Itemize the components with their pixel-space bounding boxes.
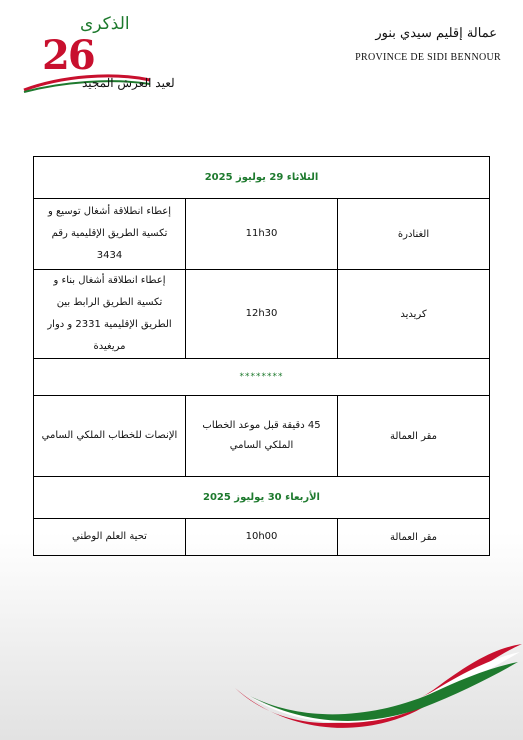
table-row	[34, 396, 490, 477]
place-cell: كريديد	[338, 270, 490, 359]
time-cell: 45 دقيقة قبل موعد الخطاب الملكي السامي	[186, 396, 338, 477]
activity-cell: إعطاء انطلاقة أشغال توسيع و تكسية الطريق الإقليمية رقم 3434	[34, 199, 186, 270]
separator: ********	[34, 359, 490, 396]
logo-subtitle: لعيد العرش المجيد	[82, 76, 175, 90]
place-cell: الغنادرة	[338, 199, 490, 270]
time-cell: 12h30	[186, 270, 338, 359]
anniversary-logo	[22, 14, 175, 104]
logo-top-text: الذكرى	[80, 14, 130, 34]
table-row	[34, 270, 490, 359]
day-header: الأربعاء 30 يوليوز 2025	[34, 477, 490, 519]
activity-cell: الإنصات للخطاب الملكي السامي	[34, 396, 186, 477]
table-row	[34, 519, 490, 556]
province-name-french: PROVINCE DE SIDI BENNOUR	[355, 52, 501, 63]
time-cell: 10h00	[186, 519, 338, 556]
flag-swoosh-decoration	[230, 630, 523, 740]
province-name-arabic: عمالة إقليم سيدي بنور	[375, 26, 497, 41]
day-header-row	[34, 157, 490, 199]
day-header: الثلاثاء 29 يوليوز 2025	[34, 157, 490, 199]
time-cell: 11h30	[186, 199, 338, 270]
activity-cell: إعطاء انطلاقة أشغال بناء و تكسية الطريق الرابط بين الطريق الإقليمية 2331 و دوار مريغيدة	[34, 270, 186, 359]
table-row	[34, 199, 490, 270]
schedule-table	[33, 156, 490, 556]
logo-number: 26	[42, 32, 94, 79]
place-cell: مقر العمالة	[338, 396, 490, 477]
activity-cell: تحية العلم الوطني	[34, 519, 186, 556]
place-cell: مقر العمالة	[338, 519, 490, 556]
day-header-row	[34, 477, 490, 519]
separator-row	[34, 359, 490, 396]
